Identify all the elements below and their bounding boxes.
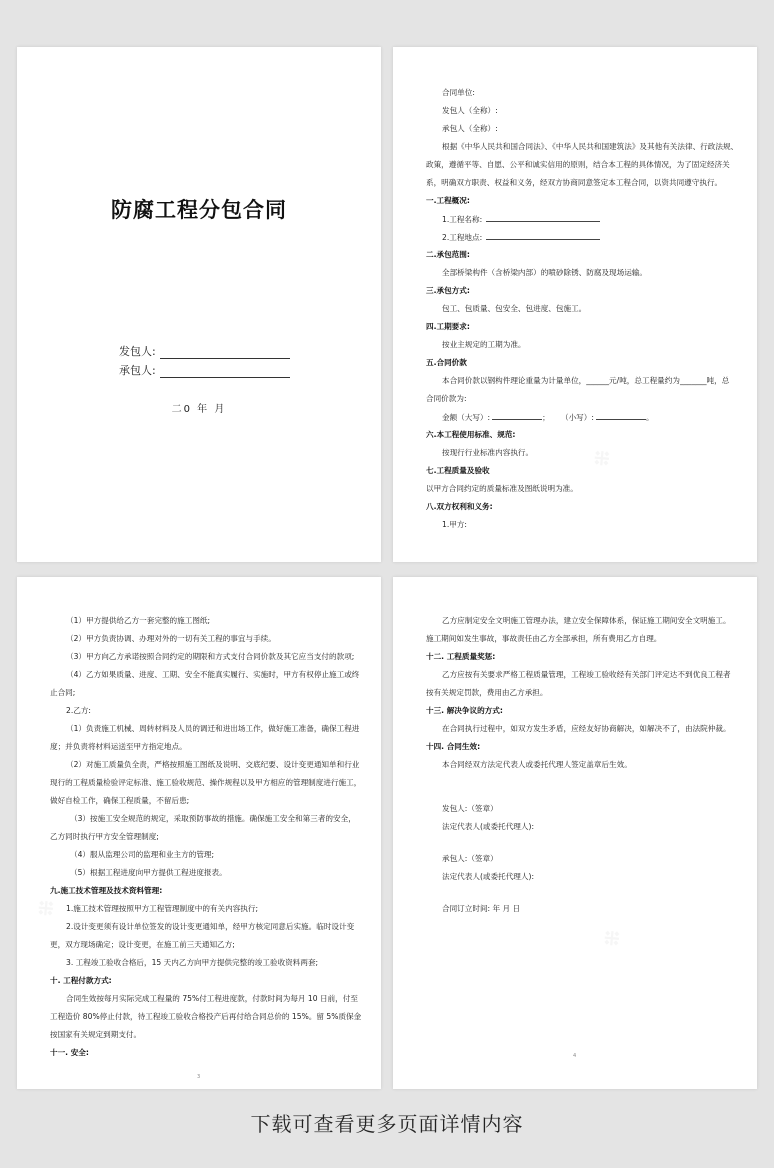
p2-line: 全部桥梁构件（含桥梁内部）的喷砂除锈、防腐及现场运输。 <box>442 268 648 277</box>
contract-page-3 <box>17 577 381 1089</box>
contract-title: 防腐工程分包合同 <box>111 198 287 222</box>
party-a-row <box>119 343 290 359</box>
p2-heading: 四.工期要求: <box>426 322 470 331</box>
p2-line: 金额（大写）: ； <box>442 413 550 422</box>
p3-heading: 十. 工程付款方式: <box>50 976 112 985</box>
p3-line: 按国家有关规定到期支付。 <box>50 1030 142 1039</box>
p4-line: 按有关规定罚款，费用由乙方承担。 <box>426 688 548 697</box>
page-number: 4 <box>573 1053 577 1059</box>
p2-heading: 七.工程质量及验收 <box>426 466 490 475</box>
p3-line: 止合同; <box>50 688 76 697</box>
p4-line: 法定代表人(或委托代理人): <box>442 822 535 831</box>
p4-line: 在合同执行过程中，如双方发生矛盾，应经友好协商解决，如解决不了，由法院仲裁。 <box>442 724 731 733</box>
p2-heading: 二.承包范围: <box>426 250 470 259</box>
p2-line: 合同价款为: <box>426 394 467 403</box>
p4-line: 施工期间如发生事故，事故责任由乙方全部承担，所有费用乙方自理。 <box>426 634 662 643</box>
p3-line: 合同生效按每月实际完成工程量的 75%付工程进度款，付款时间为每月 10 日前，付至 <box>66 994 358 1003</box>
p2-line: 1.甲方: <box>442 520 467 529</box>
p3-line: （2）对施工质量负全责，严格按照施工图纸及说明、交底纪要、设计变更通知单和行业 <box>66 760 360 769</box>
p4-heading: 十四. 合同生效: <box>426 742 481 751</box>
page-number: 3 <box>197 1074 201 1080</box>
p4-line: 发包人:（签章） <box>442 804 498 813</box>
party-a-line <box>160 346 290 359</box>
p4-line: 本合同经双方法定代表人或委托代理人签定盖章后生效。 <box>442 760 632 769</box>
p4-heading: 十二. 工程质量奖惩: <box>426 652 496 661</box>
p3-line: （1）甲方提供给乙方一套完整的施工图纸; <box>66 616 211 625</box>
p3-line: （4）服从监理公司的监理和业主方的管理; <box>70 850 215 859</box>
p4-line: 乙方应按有关要求严格工程质量管理，工程竣工验收经有关部门评定达不到优良工程者 <box>442 670 731 679</box>
p3-line: （5）根据工程进度向甲方提供工程进度报表。 <box>70 868 227 877</box>
contract-page-4 <box>393 577 757 1089</box>
p4-line: 承包人:（签章） <box>442 854 498 863</box>
p2-heading: 五.合同价款 <box>426 358 467 367</box>
p4-line: 乙方应制定安全文明施工管理办法，建立安全保障体系，保证施工期间安全文明施工。 <box>442 616 731 625</box>
p3-heading: 九.施工技术管理及技术资料管理: <box>50 886 163 895</box>
p3-line: 3. 工程竣工验收合格后，15 天内乙方向甲方提供完整的竣工验收资料两套; <box>66 958 319 967</box>
p3-line: 工程造价 80%停止付款，待工程竣工验收合格投产后再付给合同总价的 15%。留 5%质保金 <box>50 1012 362 1021</box>
cover-date: 二0 年 月 <box>171 404 227 415</box>
p2-line: 按业主规定的工期为准。 <box>442 340 526 349</box>
p3-line: （2）甲方负责协调、办理对外的一切有关工程的事宜与手续。 <box>66 634 276 643</box>
p4-line: 法定代表人(或委托代理人): <box>442 872 535 881</box>
p2-line: （小写）: 。 <box>561 413 654 422</box>
p4-line: 合同订立时间: 年 月 日 <box>442 904 521 913</box>
p2-line: 系，明确双方职责、权益和义务，经双方协商同意签定本工程合同，以资共同遵守执行。 <box>426 178 723 187</box>
p2-line: 发包人（全称）: <box>442 106 498 115</box>
p2-line: 1.工程名称: <box>442 213 600 225</box>
download-banner[interactable]: 下载可查看更多页面详情内容 <box>250 1112 524 1136</box>
p2-line: 按现行行业标准内容执行。 <box>442 448 534 457</box>
p2-line: 包工、包质量、包安全、包进度、包施工。 <box>442 304 587 313</box>
p2-line: 根据《中华人民共和国合同法》、《中华人民共和国建筑法》及其他有关法律、行政法规、 <box>442 142 739 151</box>
p2-heading: 六.本工程使用标准、规范: <box>426 430 516 439</box>
p2-line: 以甲方合同约定的质量标准及图纸说明为准。 <box>426 484 578 493</box>
p2-line: 2.工程地点: <box>442 231 600 243</box>
watermark <box>598 924 628 955</box>
p2-heading: 一.工程概况: <box>426 196 470 205</box>
p2-line: 政策，遵循平等、自愿、公平和诚实信用的原则，结合本工程的具体情况，为了固定经济关 <box>426 160 730 169</box>
p3-line: （4）乙方如果质量、进度、工期、安全不能真实履行、实施时，甲方有权停止施工或终 <box>66 670 360 679</box>
p2-line: 本合同价款以钢构件理论重量为计量单位，______元/吨，总工程量约为_______吨，总 <box>442 376 730 385</box>
p4-heading: 十三. 解决争议的方式: <box>426 706 503 715</box>
p3-line: 现行的工程质量检验评定标准、施工验收规范、操作规程以及甲方相应的管理制度进行施工， <box>50 778 362 787</box>
p2-line: 承包人（全称）: <box>442 124 498 133</box>
p3-line: 度；并负责将材料运送至甲方指定地点。 <box>50 742 187 751</box>
p3-line: （3）甲方向乙方承诺按照合同约定的期限和方式支付合同价款及其它应当支付的款项; <box>66 652 355 661</box>
p2-line: 合同单位: <box>442 88 475 97</box>
p3-line: （1）负责施工机械、周转材料及人员的调迁和进出场工作，做好施工准备，确保工程进 <box>66 724 360 733</box>
p2-heading: 八.双方权利和义务: <box>426 502 493 511</box>
p3-line: 更，双方现场确定；设计变更，在施工前三天通知乙方; <box>50 940 235 949</box>
p3-heading: 十一. 安全: <box>50 1048 89 1057</box>
party-b-row <box>119 362 290 378</box>
watermark <box>588 444 618 475</box>
p3-line: （3）按施工安全规范的规定，采取预防事故的措施。确保施工安全和第三者的安全， <box>70 814 356 823</box>
watermark <box>32 894 62 925</box>
p3-line: 1.施工技术管理按照甲方工程管理制度中的有关内容执行; <box>66 904 259 913</box>
p2-heading: 三.承包方式: <box>426 286 470 295</box>
contract-page-2 <box>393 47 757 562</box>
cover-page <box>17 47 381 562</box>
p3-line: 2.设计变更须有设计单位签发的设计变更通知单，经甲方核定同意后实施。临时设计变 <box>66 922 355 931</box>
p3-line: 做好自检工作，确保工程质量，不留后患; <box>50 796 190 805</box>
p3-line: 2.乙方: <box>66 706 91 715</box>
party-a-label: 发包人: <box>119 345 156 358</box>
party-b-line <box>160 365 290 378</box>
party-b-label: 承包人: <box>119 364 156 377</box>
p3-line: 乙方同时执行甲方安全管理制度; <box>50 832 159 841</box>
